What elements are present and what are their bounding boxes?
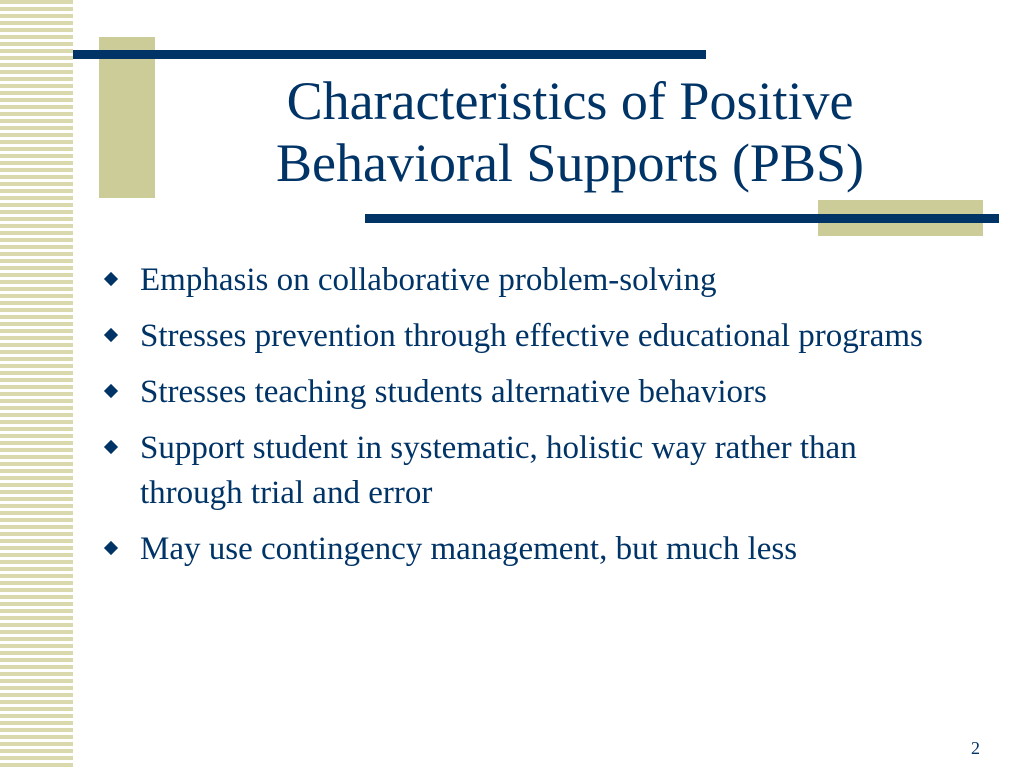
bullet-list bbox=[103, 258, 953, 583]
bullet-text: May use contingency management, but much less bbox=[140, 531, 798, 567]
diamond-bullet-icon bbox=[104, 440, 118, 454]
decorative-stripe-band bbox=[0, 0, 73, 768]
diamond-bullet-icon bbox=[104, 384, 118, 398]
bullet-item bbox=[103, 426, 953, 516]
slide-title-line: Characteristics of Positive bbox=[286, 71, 854, 131]
bullet-text: Support student in systematic, holistic way rather than through trial and error bbox=[140, 430, 857, 511]
slide-title-line: Behavioral Supports (PBS) bbox=[276, 133, 864, 193]
bullet-item bbox=[103, 527, 953, 572]
bullet-text: Emphasis on collaborative problem-solving bbox=[140, 262, 717, 298]
decorative-rule-top bbox=[73, 50, 706, 59]
decorative-accent-block-top bbox=[99, 37, 155, 198]
diamond-bullet-icon bbox=[104, 328, 118, 342]
decorative-rule-bottom bbox=[365, 214, 999, 223]
diamond-bullet-icon bbox=[104, 272, 118, 286]
bullet-item bbox=[103, 258, 953, 303]
page-number: 2 bbox=[971, 738, 980, 758]
bullet-item bbox=[103, 314, 953, 359]
bullet-text: Stresses teaching students alternative behaviors bbox=[140, 374, 767, 410]
slide-title bbox=[200, 70, 940, 194]
bullet-text: Stresses prevention through effective educational programs bbox=[140, 318, 923, 354]
bullet-item bbox=[103, 370, 953, 415]
diamond-bullet-icon bbox=[104, 541, 118, 555]
